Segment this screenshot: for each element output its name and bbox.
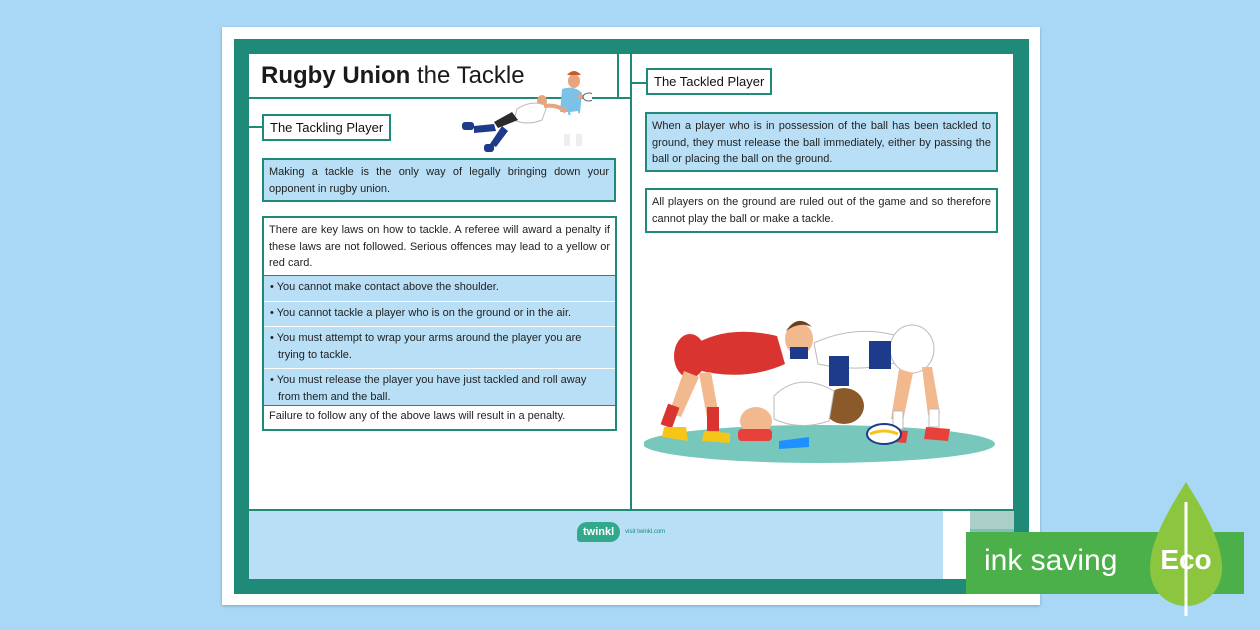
tackle-illustration	[462, 64, 592, 159]
ruck-illustration	[644, 301, 999, 466]
list-item: • You cannot tackle a player who is on the ground or in the air.	[264, 302, 615, 328]
title-connector	[617, 97, 631, 99]
laws-intro: There are key laws on how to tackle. A referee will award a penalty if these laws are not followed. Serious offences may lead to a yellow or red card.	[269, 224, 610, 269]
laws-list	[264, 275, 615, 406]
tackled-heading-connector	[631, 82, 648, 84]
tackle-intro-box: Making a tackle is the only way of legally bringing down your opponent in rugby union.	[262, 158, 616, 202]
page-title: Rugby Union the Tackle	[261, 61, 525, 89]
ruled-out-box: All players on the ground are ruled out of the game and so therefore cannot play the ball or make a tackle.	[645, 188, 998, 233]
list-item: • You cannot make contact above the shoulder.	[264, 276, 615, 302]
tackled-player-heading: The Tackled Player	[646, 68, 772, 95]
poster-sheet	[222, 27, 1040, 605]
twinkl-logo[interactable]	[577, 522, 665, 542]
poster-footer	[249, 511, 1014, 579]
laws-outro: Failure to follow any of the above laws will result in a penalty.	[269, 410, 566, 422]
twinkl-logo-badge: twinkl	[577, 522, 620, 542]
tackling-heading-connector	[249, 126, 264, 128]
tackling-player-heading: The Tackling Player	[262, 114, 391, 141]
poster-frame	[234, 39, 1029, 594]
ink-saving-label: ink saving	[984, 544, 1118, 577]
tackle-laws-box	[262, 216, 617, 431]
twinkl-url[interactable]: visit twinkl.com	[625, 529, 666, 535]
eco-label: Eco	[1160, 544, 1212, 575]
list-item: • You must attempt to wrap your arms around the player you are trying to tackle.	[264, 327, 615, 369]
list-item: • You must release the player you have just tackled and roll away from them and the ball.	[270, 374, 587, 403]
tackled-rule-box: When a player who is in possession of the ball has been tackled to ground, they must release the ball immediately, either by passing the ball or placing the ball on the ground.	[645, 112, 998, 172]
panel-divider	[630, 54, 632, 509]
